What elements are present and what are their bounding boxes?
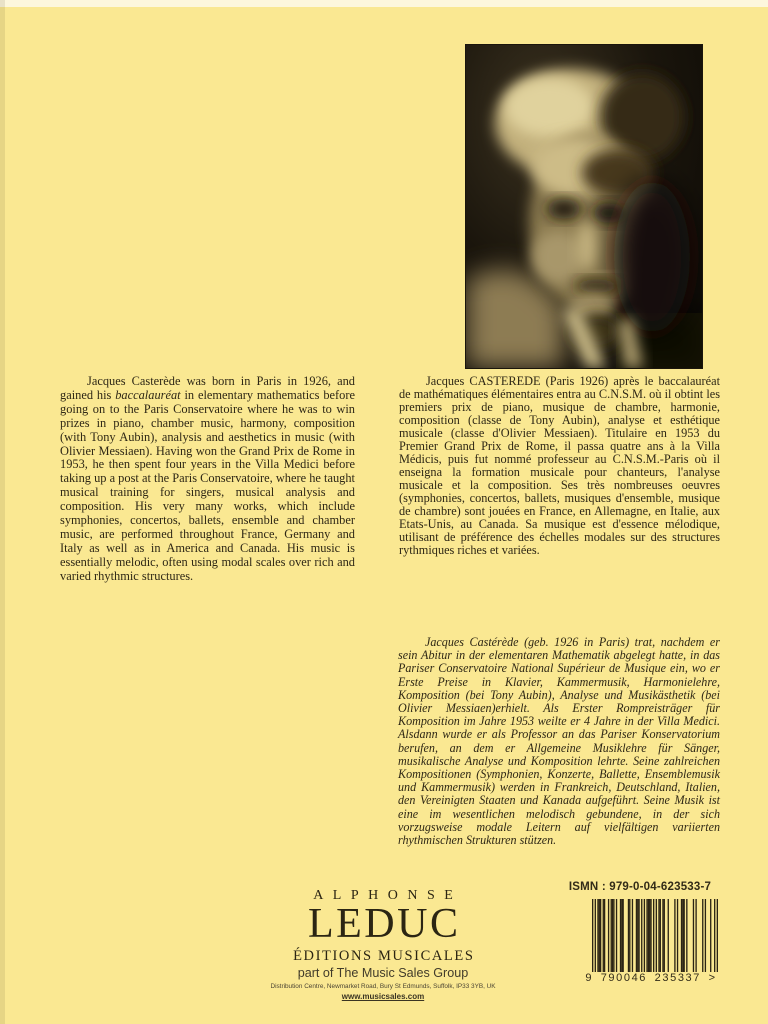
publisher-group-line: part of The Music Sales Group bbox=[297, 965, 469, 980]
bio-en-text-1: Jacques Casterède was born in Paris in 1926, and gained his bbox=[60, 374, 355, 402]
bio-en-text-2: in elementary mathematics before going on to the Paris Conservatoire where he was to win prizes in piano, chamber music, harmony, composition (with Tony Aubin), analysis and aesthetics in music (with Olivier Messiaen). Having won the Grand Prix de Rome in 1953, he then spent four years in the Villa Medici before taking up a post at the Paris Conservatoire, where he taught musical training for singers, musical analysis and composition. His very many works, which include symphonies, concertos, ballets, ensemble and chamber music, are performed throughout France, Germany and Italy as well as in America and Canada. His music is essentially melodic, often using modal scales over rich and varied rhythmic structures. bbox=[60, 387, 355, 583]
barcode bbox=[592, 899, 718, 972]
publisher-name-leduc: LEDUC bbox=[308, 901, 461, 947]
bio-english bbox=[60, 375, 355, 584]
bio-french bbox=[399, 375, 720, 557]
scan-edge-top bbox=[0, 0, 768, 7]
publisher-subtitle: ÉDITIONS MUSICALES bbox=[293, 947, 475, 964]
bio-german-paragraph: Jacques Castérède (geb. 1926 in Paris) trat, nachdem er sein Abitur in der elementaren Mathematik abgelegt hatte, in das Pariser Conservatoire National Supérieur de Musique ein, wo er Erste Preise in Klavier, Kammermusik, Harmonielehre, Komposition (bei Tony Aubin), Analyse und Musikästhetik (bei Olivier Messiaen)erhielt. Als Erster Rompreisträger für Komposition im Jahre 1953 weilte er 4 Jahre in der Villa Medici. Alsdann wurde er als Professor an das Pariser Konservatorium berufen, an dem er Allgemeine Musiklehre für Sänger, musikalische Analyse und Komposition lehrte. Seine zahlreichen Kompositionen (Symphonien, Konzerte, Ballette, Ensemblemusik und Kammermusik) werden in Frankreich, Deutschland, Italien, den Vereinigten Staaten und Kanada aufgeführt. Seine Musik ist eine im wesentlichen melodisch gebundene, in der sich vorzugsweise modale Leitern auf vielfältigen variierten rhythmischen Strukturen stützen. bbox=[398, 635, 720, 848]
bio-german bbox=[398, 636, 720, 847]
composer-portrait-photo bbox=[466, 45, 702, 368]
portrait-illustration bbox=[466, 45, 702, 368]
scan-edge-left bbox=[0, 0, 5, 1024]
bio-english-paragraph bbox=[60, 375, 355, 584]
publisher-website: www.musicsales.com bbox=[341, 991, 425, 1001]
publisher-address: Distribution Centre, Newmarket Road, Bury St Edmunds, Suffolk, IP33 3YB, UK bbox=[270, 982, 496, 990]
ismn-label: ISMN : 979-0-04-623533-7 bbox=[568, 881, 712, 893]
publisher-logo-block bbox=[262, 889, 504, 1001]
bio-french-paragraph: Jacques CASTEREDE (Paris 1926) après le baccalauréat de mathématiques élémentaires entra au C.N.S.M. où il obtint les premiers prix de piano, musique de chambre, harmonie, composition (classe de Tony Aubin), analyse et esthétique musicale (classe d'Olivier Messiaen). Titulaire en 1953 du Premier Grand Prix de Rome, il passa quatre ans à la Villa Médicis, puis fut nommé professeur au C.N.S.M.-Paris où il enseigna la formation musicale pour chanteurs, l'analyse musicale et la composition. Ses très nombreuses oeuvres (symphonies, concertos, ballets, musiques d'ensemble, musique de chambre) sont jouées en France, en Allemagne, en Italie, aux Etats-Unis, au Canada. Sa musique est d'essence mélodique, utilisant de préférence des échelles modales sur des structures rythmiques riches et variées. bbox=[399, 374, 720, 557]
publisher-name-alphonse: ALPHONSE bbox=[313, 888, 463, 903]
barcode-digits: 9 790046 235337 > bbox=[585, 972, 717, 984]
bio-en-italic-word: baccalauréat bbox=[115, 387, 181, 402]
